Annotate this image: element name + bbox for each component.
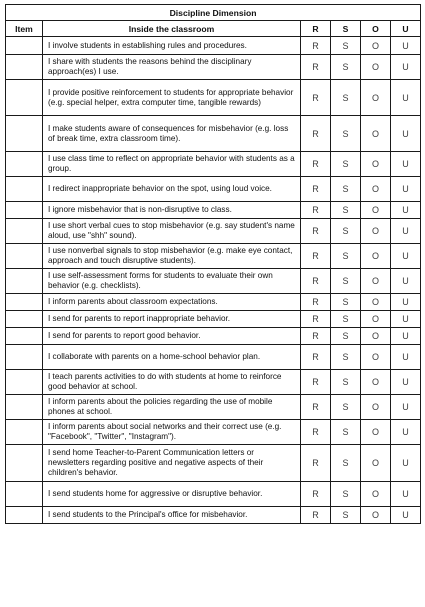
title-row (6, 5, 421, 21)
option-o[interactable]: O (361, 507, 391, 524)
statement-cell: I send for parents to report good behavior. (43, 328, 301, 345)
option-u[interactable]: U (391, 116, 421, 152)
option-r[interactable]: R (301, 55, 331, 80)
option-u[interactable]: U (391, 420, 421, 445)
option-s[interactable]: S (331, 482, 361, 507)
item-cell (6, 370, 43, 395)
item-cell (6, 294, 43, 311)
table-row (6, 244, 421, 269)
option-s[interactable]: S (331, 244, 361, 269)
option-o[interactable]: O (361, 55, 391, 80)
option-r[interactable]: R (301, 507, 331, 524)
option-s[interactable]: S (331, 152, 361, 177)
statement-cell: I use class time to reflect on appropriate behavior with students as a group. (43, 152, 301, 177)
item-cell (6, 37, 43, 55)
statement-cell: I send home Teacher-to-Parent Communication letters or newsletters regarding positive and negative aspects of their children's behavior. (43, 445, 301, 482)
statement-cell: I use nonverbal signals to stop misbehavior (e.g. make eye contact, approach and touch disruptive students). (43, 244, 301, 269)
statement-cell: I provide positive reinforcement to students for appropriate behavior (e.g. special helper, extra computer time, tangible rewards) (43, 80, 301, 116)
item-cell (6, 116, 43, 152)
option-r[interactable]: R (301, 445, 331, 482)
statement-cell: I use self-assessment forms for students to evaluate their own behavior (e.g. checklists). (43, 269, 301, 294)
statement-header: Inside the classroom (43, 21, 301, 37)
option-r[interactable]: R (301, 244, 331, 269)
option-o[interactable]: O (361, 116, 391, 152)
statement-cell: I send students to the Principal's office for misbehavior. (43, 507, 301, 524)
option-s[interactable]: S (331, 345, 361, 370)
option-s[interactable]: S (331, 395, 361, 420)
statement-cell: I send students home for aggressive or disruptive behavior. (43, 482, 301, 507)
option-header-o: O (361, 21, 391, 37)
table-row (6, 269, 421, 294)
statement-cell: I collaborate with parents on a home-school behavior plan. (43, 345, 301, 370)
option-s[interactable]: S (331, 420, 361, 445)
option-s[interactable]: S (331, 80, 361, 116)
statement-cell: I redirect inappropriate behavior on the spot, using loud voice. (43, 177, 301, 202)
statement-cell: I inform parents about the policies regarding the use of mobile phones at school. (43, 395, 301, 420)
option-u[interactable]: U (391, 177, 421, 202)
option-r[interactable]: R (301, 294, 331, 311)
option-s[interactable]: S (331, 311, 361, 328)
table-row (6, 55, 421, 80)
option-o[interactable]: O (361, 37, 391, 55)
discipline-table (5, 4, 421, 524)
option-header-u: U (391, 21, 421, 37)
option-o[interactable]: O (361, 202, 391, 219)
table-row (6, 80, 421, 116)
option-r[interactable]: R (301, 116, 331, 152)
option-s[interactable]: S (331, 37, 361, 55)
item-cell (6, 55, 43, 80)
option-r[interactable]: R (301, 345, 331, 370)
statement-cell: I share with students the reasons behind the disciplinary approach(es) I use. (43, 55, 301, 80)
option-u[interactable]: U (391, 328, 421, 345)
option-header-s: S (331, 21, 361, 37)
option-s[interactable]: S (331, 269, 361, 294)
item-cell (6, 152, 43, 177)
option-o[interactable]: O (361, 395, 391, 420)
table-row (6, 202, 421, 219)
option-u[interactable]: U (391, 482, 421, 507)
option-s[interactable]: S (331, 116, 361, 152)
option-r[interactable]: R (301, 177, 331, 202)
option-s[interactable]: S (331, 55, 361, 80)
table-row (6, 311, 421, 328)
option-u[interactable]: U (391, 152, 421, 177)
table-row (6, 177, 421, 202)
header-row (6, 21, 421, 37)
item-cell (6, 219, 43, 244)
statement-cell: I make students aware of consequences for misbehavior (e.g. loss of break time, extra classroom time). (43, 116, 301, 152)
option-u[interactable]: U (391, 370, 421, 395)
item-cell (6, 345, 43, 370)
option-o[interactable]: O (361, 345, 391, 370)
statement-cell: I inform parents about classroom expectations. (43, 294, 301, 311)
table-title: Discipline Dimension (6, 5, 421, 21)
option-r[interactable]: R (301, 152, 331, 177)
item-cell (6, 269, 43, 294)
statement-cell: I teach parents activities to do with students at home to reinforce good behavior at school. (43, 370, 301, 395)
option-r[interactable]: R (301, 37, 331, 55)
option-u[interactable]: U (391, 244, 421, 269)
option-s[interactable]: S (331, 328, 361, 345)
option-header-r: R (301, 21, 331, 37)
item-cell (6, 177, 43, 202)
option-r[interactable]: R (301, 370, 331, 395)
option-o[interactable]: O (361, 328, 391, 345)
item-cell (6, 482, 43, 507)
table-row (6, 345, 421, 370)
option-o[interactable]: O (361, 370, 391, 395)
option-r[interactable]: R (301, 311, 331, 328)
option-u[interactable]: U (391, 395, 421, 420)
option-o[interactable]: O (361, 420, 391, 445)
statement-cell: I use short verbal cues to stop misbehavior (e.g. say student's name aloud, use "shh" sound). (43, 219, 301, 244)
item-cell (6, 80, 43, 116)
option-o[interactable]: O (361, 219, 391, 244)
option-u[interactable]: U (391, 219, 421, 244)
table-row (6, 395, 421, 420)
item-cell (6, 328, 43, 345)
option-s[interactable]: S (331, 219, 361, 244)
option-u[interactable]: U (391, 37, 421, 55)
option-r[interactable]: R (301, 269, 331, 294)
option-r[interactable]: R (301, 80, 331, 116)
item-cell (6, 445, 43, 482)
statement-cell: I inform parents about social networks and their correct use (e.g. "Facebook", "Twitter", "Instagram"). (43, 420, 301, 445)
item-cell (6, 507, 43, 524)
statement-cell: I send for parents to report inappropriate behavior. (43, 311, 301, 328)
option-u[interactable]: U (391, 445, 421, 482)
option-u[interactable]: U (391, 269, 421, 294)
item-header: Item (6, 21, 43, 37)
option-o[interactable]: O (361, 445, 391, 482)
table-row (6, 507, 421, 524)
item-cell (6, 420, 43, 445)
option-u[interactable]: U (391, 80, 421, 116)
option-r[interactable]: R (301, 482, 331, 507)
option-r[interactable]: R (301, 420, 331, 445)
option-s[interactable]: S (331, 507, 361, 524)
table-row (6, 294, 421, 311)
table-row (6, 370, 421, 395)
statement-cell: I ignore misbehavior that is non-disruptive to class. (43, 202, 301, 219)
option-o[interactable]: O (361, 80, 391, 116)
table-row (6, 482, 421, 507)
option-u[interactable]: U (391, 507, 421, 524)
table-row (6, 420, 421, 445)
item-cell (6, 311, 43, 328)
table-row (6, 328, 421, 345)
table-row (6, 116, 421, 152)
option-r[interactable]: R (301, 328, 331, 345)
option-s[interactable]: S (331, 294, 361, 311)
option-o[interactable]: O (361, 244, 391, 269)
option-o[interactable]: O (361, 482, 391, 507)
option-u[interactable]: U (391, 294, 421, 311)
option-u[interactable]: U (391, 55, 421, 80)
table-row (6, 445, 421, 482)
option-u[interactable]: U (391, 345, 421, 370)
option-o[interactable]: O (361, 152, 391, 177)
item-cell (6, 202, 43, 219)
option-o[interactable]: O (361, 294, 391, 311)
option-u[interactable]: U (391, 202, 421, 219)
statement-cell: I involve students in establishing rules and procedures. (43, 37, 301, 55)
option-r[interactable]: R (301, 202, 331, 219)
option-s[interactable]: S (331, 202, 361, 219)
option-u[interactable]: U (391, 311, 421, 328)
table-row (6, 37, 421, 55)
option-r[interactable]: R (301, 395, 331, 420)
table-row (6, 152, 421, 177)
option-s[interactable]: S (331, 177, 361, 202)
option-s[interactable]: S (331, 445, 361, 482)
option-r[interactable]: R (301, 219, 331, 244)
table-row (6, 219, 421, 244)
option-o[interactable]: O (361, 269, 391, 294)
item-cell (6, 244, 43, 269)
option-o[interactable]: O (361, 177, 391, 202)
item-cell (6, 395, 43, 420)
option-o[interactable]: O (361, 311, 391, 328)
option-s[interactable]: S (331, 370, 361, 395)
